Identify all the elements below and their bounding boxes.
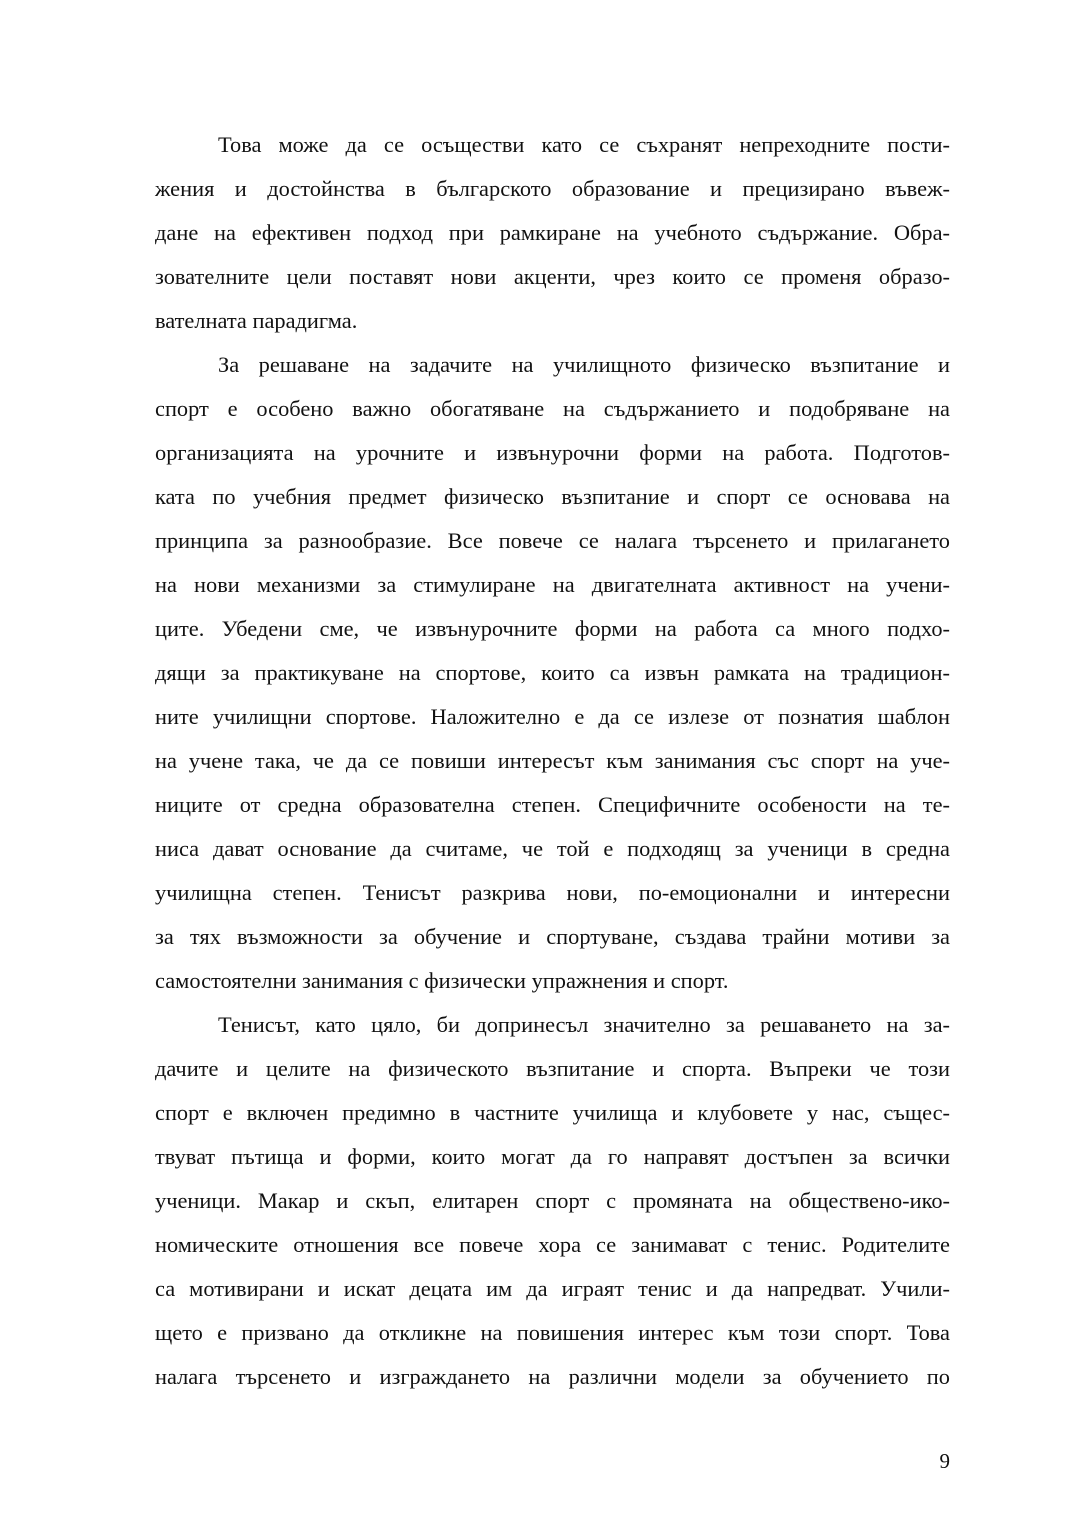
paragraph-line: ците. Убедени сме, че извънурочните форми на работа са много подхо- (155, 616, 950, 641)
paragraph-line: дящи за практикуване на спортове, които са извън рамката на традицион- (155, 660, 950, 685)
paragraph-line: самостоятелни занимания с физически упражнения и спорт. (155, 968, 729, 993)
paragraph-line: Тенисът, като цяло, би допринесъл значително за решаването на за- (218, 1012, 950, 1037)
paragraph-line: Това може да се осъществи като се съхранят непреходните пости- (218, 132, 950, 157)
paragraph-line: ниците от средна образователна степен. Специфичните особености на те- (155, 792, 950, 817)
page-number: 9 (939, 1449, 950, 1473)
paragraph-line: номическите отношения все повече хора се занимават с тенис. Родителите (155, 1232, 950, 1257)
paragraph-line: на нови механизми за стимулиране на двигателната активност на учени- (155, 572, 950, 597)
paragraph-line: зователните цели поставят нови акценти, чрез които се променя образо- (155, 264, 950, 289)
paragraph-line: ученици. Макар и скъп, елитарен спорт с промяната на обществено-ико- (155, 1188, 950, 1213)
paragraph-line: за тях възможности за обучение и спортуване, създава трайни мотиви за (155, 924, 950, 949)
paragraph-line: спорт е особено важно обогатяване на съдържанието и подобряване на (155, 396, 950, 421)
paragraph-3 (155, 1003, 950, 1399)
paragraph-line: жения и достойнства в българското образование и прецизирано въвеж- (155, 176, 950, 201)
paragraph-line: налага търсенето и изграждането на различни модели за обучението по (155, 1364, 950, 1389)
paragraph-2 (155, 343, 950, 1003)
paragraph-1 (155, 123, 950, 343)
paragraph-line: принципа за разнообразие. Все повече се налага търсенето и прилагането (155, 528, 950, 553)
paragraph-line: ниса дават основание да считаме, че той е подходящ за ученици в средна (155, 836, 950, 861)
paragraph-line: ката по учебния предмет физическо възпитание и спорт се основава на (155, 484, 950, 509)
paragraph-line: твуват пътища и форми, които могат да го направят достъпен за всички (155, 1144, 950, 1169)
paragraph-line: дачите и целите на физическото възпитание и спорта. Въпреки че този (155, 1056, 950, 1081)
paragraph-line: щето е призвано да откликне на повишения интерес към този спорт. Това (155, 1320, 950, 1345)
paragraph-line: организацията на урочните и извънурочни форми на работа. Подготов- (155, 440, 950, 465)
paragraph-line: спорт е включен предимно в частните училища и клубовете у нас, същес- (155, 1100, 950, 1125)
body-text (155, 123, 950, 1399)
paragraph-line: За решаване на задачите на училищното физическо възпитание и (218, 352, 950, 377)
paragraph-line: вателната парадигма. (155, 308, 358, 333)
paragraph-line: училищна степен. Тенисът разкрива нови, по-емоционални и интересни (155, 880, 950, 905)
paragraph-line: на учене така, че да се повиши интересът към занимания със спорт на уче- (155, 748, 950, 773)
paragraph-line: са мотивирани и искат децата им да играят тенис и да напредват. Учили- (155, 1276, 950, 1301)
paragraph-line: ните училищни спортове. Наложително е да се излезе от познатия шаблон (155, 704, 950, 729)
paragraph-line: дане на ефективен подход при рамкиране на учебното съдържание. Обра- (155, 220, 950, 245)
